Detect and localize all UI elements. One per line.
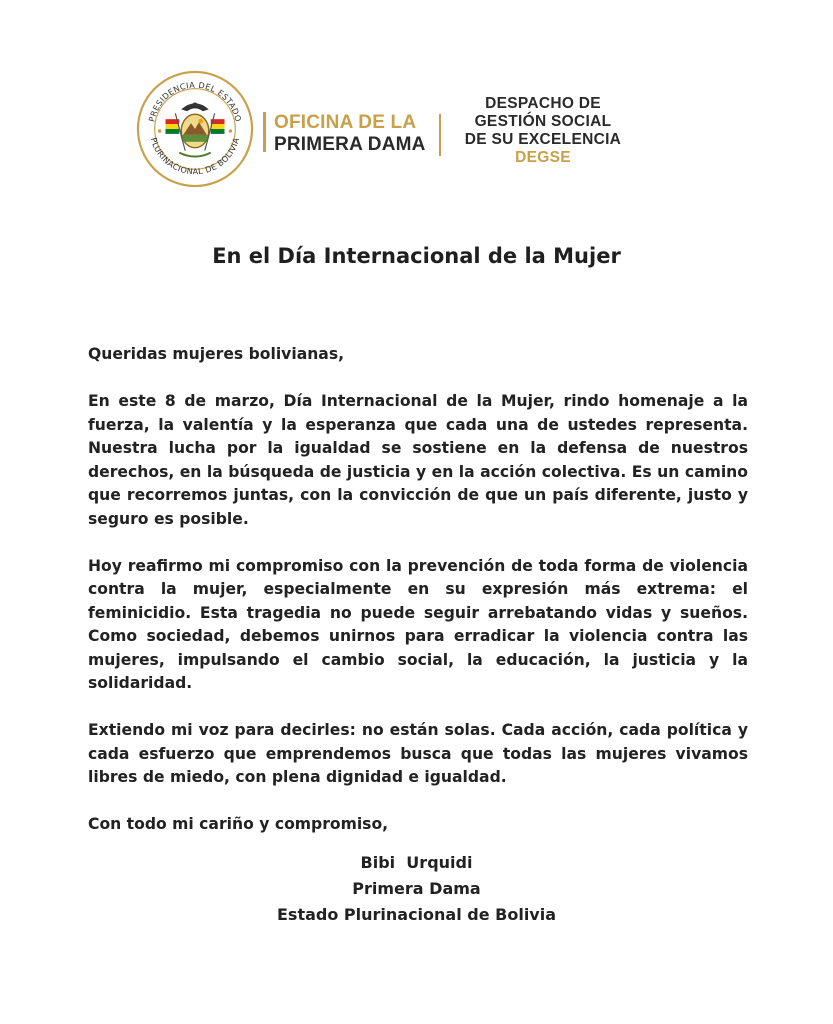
bolivia-coat-of-arms-icon xyxy=(136,70,254,188)
degse-line1: DESPACHO DE xyxy=(485,95,601,112)
paragraph-2: Hoy reafirmo mi compromiso con la prevención de toda forma de violencia contra la mujer, especialmente en su expresión más extrema: el feminicidio. Esta tragedia no puede seguir arrebatando vidas y sueños. Como sociedad, debemos unirnos para erradicar la violencia contra las mujeres, impulsando el cambio social, la educación, la justicia y la solidaridad. xyxy=(88,556,748,692)
signature-institution: Estado Plurinacional de Bolivia xyxy=(276,905,557,924)
degse-line3: DE SU EXCELENCIA xyxy=(464,131,622,148)
seal-bottom-text: PLURINACIONAL DE BOLIVIA xyxy=(148,136,242,177)
gold-divider-2 xyxy=(439,114,441,156)
seal-top-text: PRESIDENCIA DEL ESTADO xyxy=(147,80,243,123)
paragraph-1: En este 8 de marzo, Día Internacional de la Mujer, rindo homenaje a la fuerza, la valentía y la esperanza que cada una de ustedes representa. Nuestra lucha por la igualdad se sostiene en la defensa de nuestros derechos, en la búsqueda de justicia y en la acción colectiva. Es un camino que recorremos juntas, con la convicción de que un país diferente, justo y seguro es posible. xyxy=(88,392,748,528)
letter-body xyxy=(88,343,748,837)
signature-name: Bibi Urquidi xyxy=(360,853,473,872)
page-title: En el Día Internacional de la Mujer xyxy=(212,244,621,268)
letterhead xyxy=(0,0,833,220)
signature-role: Primera Dama xyxy=(352,879,481,898)
paragraph-3: Extiendo mi voz para decirles: no están solas. Cada acción, cada política y cada esfuerzo que emprendemos busca que todas las mujeres vivamos libres de miedo, con plena dignidad e igualdad. xyxy=(88,721,748,786)
degse-line2: GESTIÓN SOCIAL xyxy=(474,113,612,130)
signature-block xyxy=(0,850,833,928)
office-name-line1: OFICINA DE LA xyxy=(274,112,417,133)
office-name xyxy=(274,112,434,156)
degse-acronym: DEGSE xyxy=(515,149,571,166)
closing: Con todo mi cariño y compromiso, xyxy=(88,815,389,833)
degse-name xyxy=(448,95,638,167)
gold-divider xyxy=(263,112,266,152)
greeting: Queridas mujeres bolivianas, xyxy=(88,345,345,363)
office-name-line2: PRIMERA DAMA xyxy=(274,134,426,155)
